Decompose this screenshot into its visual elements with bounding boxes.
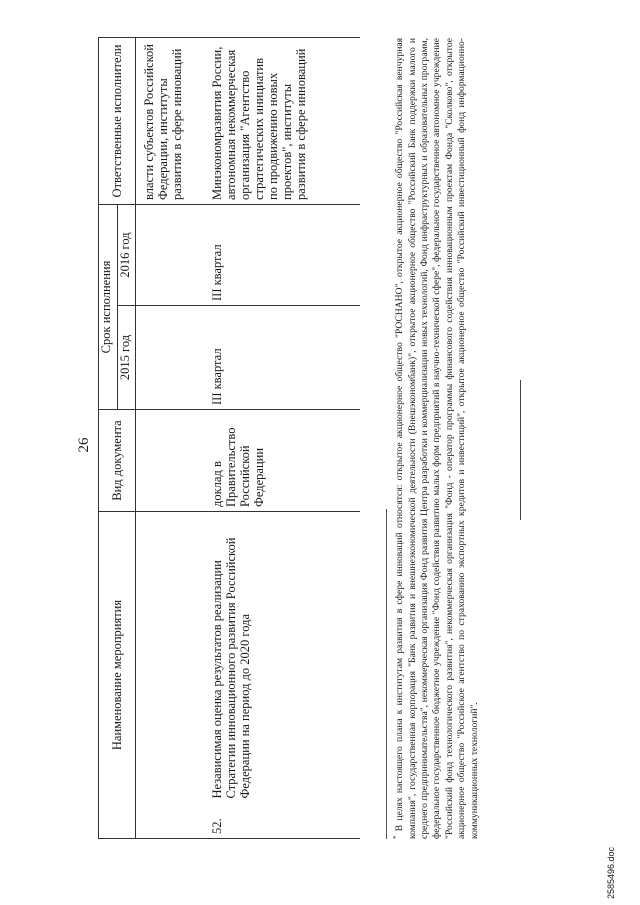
footnote-separator [386,509,387,839]
footnote-marker: * [392,835,400,839]
row-2016: III квартал [206,205,360,306]
header-2015: 2015 год [117,306,136,410]
continuation-responsible: власти субъектов Российской Федерации, институты развития в сфере инноваций [136,38,207,205]
header-period: Срок исполнения [99,205,118,410]
header-2016: 2016 год [117,205,136,306]
document-id: 2585496.doc [606,846,616,899]
footnote [390,38,481,839]
header-name: Наименование мероприятия [99,512,136,839]
table-row-52 [206,38,360,839]
end-divider [520,380,521,520]
table-row-continuation [136,38,207,839]
table-header-row [99,38,118,839]
row-2015: III квартал [206,306,360,410]
header-doc-type: Вид документа [99,410,136,512]
row-name: Независимая оценка результатов реализации Стратегии инновационного развития Российской Федерации на период до 2020 года [206,512,360,803]
page-number: 26 [76,437,92,453]
footnote-text: В целях настоящего плана к институтам развития в сфере инноваций относятся: открытое акционерное общество "РОСНАНО", открытое акционерное общество "Российская венчурная компания", государственная корпорация "Банк развития и внешнеэкономической деятельности (Внешэкономбанк)", открытое акционерное общество "Российский Банк поддержки малого и среднего предпринимательства", некоммерческая организация Фонд развития Центра разработки и коммерциализации новых технологий, Фонд инфраструктурных и образовательных программ, федеральное государственное бюджетное учреждение "Фонд содействия развитию малых форм предприятий в научно-технической сфере", федеральное государственное автономное учреждение "Российский фонд технологического развития", некоммерческая организация "Фонд - оператор программы финансового содействия инновационным проектам Фонда "Сколково", открытое акционерное общество "Российское агентство по страхованию экспортных кредитов и инвестиций", открытое акционерное общество "Российский инвестиционный фонд информационно-коммуникационных технологий". [394,38,480,839]
row-doc-type: доклад в Правительство Российской Федерации [206,410,360,512]
header-responsible: Ответственные исполнители [99,38,136,205]
action-plan-table [98,37,360,839]
row-responsible: Минэкономразвития России, автономная некоммерческая организация "Агентство стратегических инициатив по продвижению новых проектов", институты развития в сфере инноваций [206,38,360,205]
row-number: 52. [206,803,360,839]
